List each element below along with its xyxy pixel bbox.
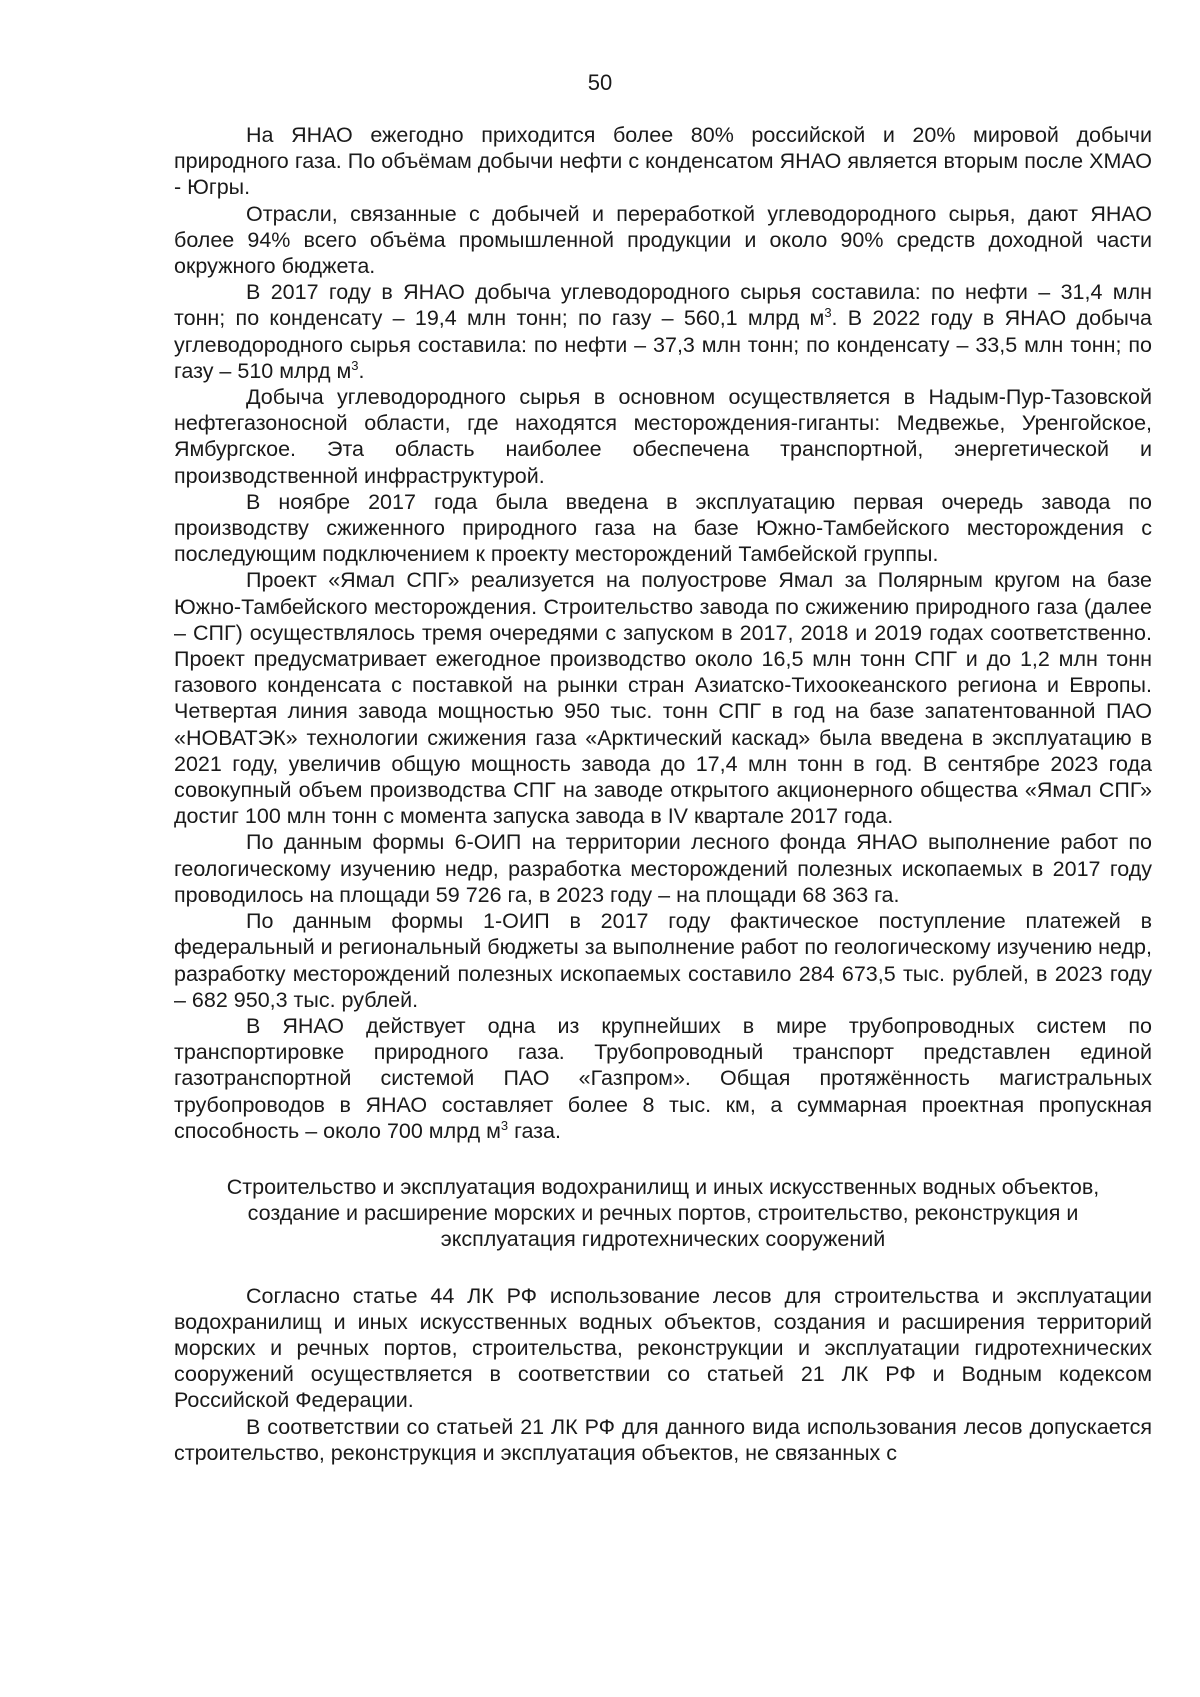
text-segment: В соответствии со статьей 21 ЛК РФ для данного вида использования лесов допускается строительство, реконструкция и эксплуатация объектов, не связанных с [174, 1414, 1152, 1465]
paragraph-p4 [174, 384, 1152, 489]
paragraph-p7 [174, 829, 1152, 908]
paragraph-p6 [174, 567, 1152, 829]
text-segment: . [358, 358, 365, 383]
paragraph-p11 [174, 1414, 1152, 1466]
paragraph-p2 [174, 201, 1152, 280]
text-segment: Добыча углеводородного сырья в основном осуществляется в Надым-Пур-Тазовской нефтегазоносной области, где находятся месторождения-гиганты: Медвежье, Уренгойское, Ямбургское. Эта область наиболее обеспечена транспортной, энергетической и производственной инфраструктурой. [174, 385, 1152, 488]
text-segment: По данным формы 6-ОИП на территории лесного фонда ЯНАО выполнение работ по геологическому изучению недр, разработка месторождений полезных ископаемых в 2017 году проводилось на площади 59 726 га, в 2023 году – на площади 68 363 га. [174, 830, 1152, 907]
section-heading: Строительство и эксплуатация водохранилищ и иных искусственных водных объектов, создание и расширение морских и речных портов, строительство, реконструкция и эксплуатация гидротехнических сооружений [226, 1174, 1100, 1252]
text-segment: На ЯНАО ежегодно приходится более 80% российской и 20% мировой добычи природного газа. По объёмам добычи нефти с конденсатом ЯНАО является вторым после ХМАО - Югры. [174, 123, 1152, 200]
paragraphs-after-heading [174, 1283, 1152, 1466]
paragraph-p3 [174, 279, 1152, 384]
paragraphs-before-heading [174, 122, 1152, 1144]
document-body [174, 122, 1152, 1466]
superscript: 3 [500, 1117, 509, 1133]
text-segment: Согласно статье 44 ЛК РФ использование лесов для строительства и эксплуатации водохранилищ и иных искусственных водных объектов, создания и расширения территорий морских и речных портов, строительства, реконструкции и эксплуатации гидротехнических сооружений осуществляется в соответствии со статьей 21 ЛК РФ и Водным кодексом Российской Федерации. [174, 1283, 1152, 1413]
text-segment: газа. [508, 1118, 561, 1143]
text-segment: В 2017 году в ЯНАО добыча углеводородного сырья составила: по нефти – 31,4 млн тонн; по конденсату – 19,4 млн тонн; по газу – 560,1 млрд м [174, 280, 1152, 331]
text-segment: В ЯНАО действует одна из крупнейших в мире трубопроводных систем по транспортировке природного газа. Трубопроводный транспорт представлен единой газотранспортной системой ПАО «Газпром». Общая протяжённость магистральных трубопроводов в ЯНАО составляет более 8 тыс. км, а суммарная проектная пропускная способность – около 700 млрд м [174, 1013, 1152, 1143]
text-segment: В ноябре 2017 года была введена в эксплуатацию первая очередь завода по производству сжиженного природного газа на базе Южно-Тамбейского месторождения с последующим подключением к проекту месторождений Тамбейской группы. [174, 489, 1152, 567]
text-segment: Проект «Ямал СПГ» реализуется на полуострове Ямал за Полярным кругом на базе Южно-Тамбейского месторождения. Строительство завода по сжижению природного газа (далее – СПГ) осуществлялось тремя очередями с запуском в 2017, 2018 и 2019 годах соответственно. Проект предусматривает ежегодное производство около 16,5 млн тонн СПГ и до 1,2 млн тонн газового конденсата с поставкой на рынки стран Азиатско-Тихоокеанского региона и Европы. Четвертая линия завода мощностью 950 тыс. тонн СПГ в год на базе запатентованной ПАО «НОВАТЭК» технологии сжижения газа «Арктический каскад» была введена в эксплуатацию в 2021 году, увеличив общую мощность завода до 17,4 млн тонн в год. В сентябре 2023 года совокупный объем производства СПГ на заводе открытого акционерного общества «Ямал СПГ» достиг 100 млн тонн с момента запуска завода в IV квартале 2017 года. [174, 568, 1152, 829]
paragraph-p9 [174, 1013, 1152, 1144]
text-segment: Отрасли, связанные с добычей и переработкой углеводородного сырья, дают ЯНАО более 94% всего объёма промышленной продукции и около 90% средств доходной части окружного бюджета. [174, 201, 1152, 279]
paragraph-p5 [174, 489, 1152, 568]
page-number: 50 [587, 70, 613, 95]
paragraph-p10 [174, 1283, 1152, 1414]
paragraph-p1 [174, 122, 1152, 201]
text-segment: . В 2022 году в ЯНАО добыча углеводородного сырья составила: по нефти – 37,3 млн тонн; по конденсату – 33,5 млн тонн; по газу – 510 млрд м [174, 306, 1152, 383]
superscript: 3 [351, 357, 359, 373]
paragraph-p8 [174, 908, 1152, 1013]
superscript: 3 [824, 305, 832, 321]
text-segment: По данным формы 1-ОИП в 2017 году фактическое поступление платежей в федеральный и региональный бюджеты за выполнение работ по геологическому изучению недр, разработку месторождений полезных ископаемых составило 284 673,5 тыс. рублей, в 2023 году – 682 950,3 тыс. рублей. [174, 909, 1152, 1012]
